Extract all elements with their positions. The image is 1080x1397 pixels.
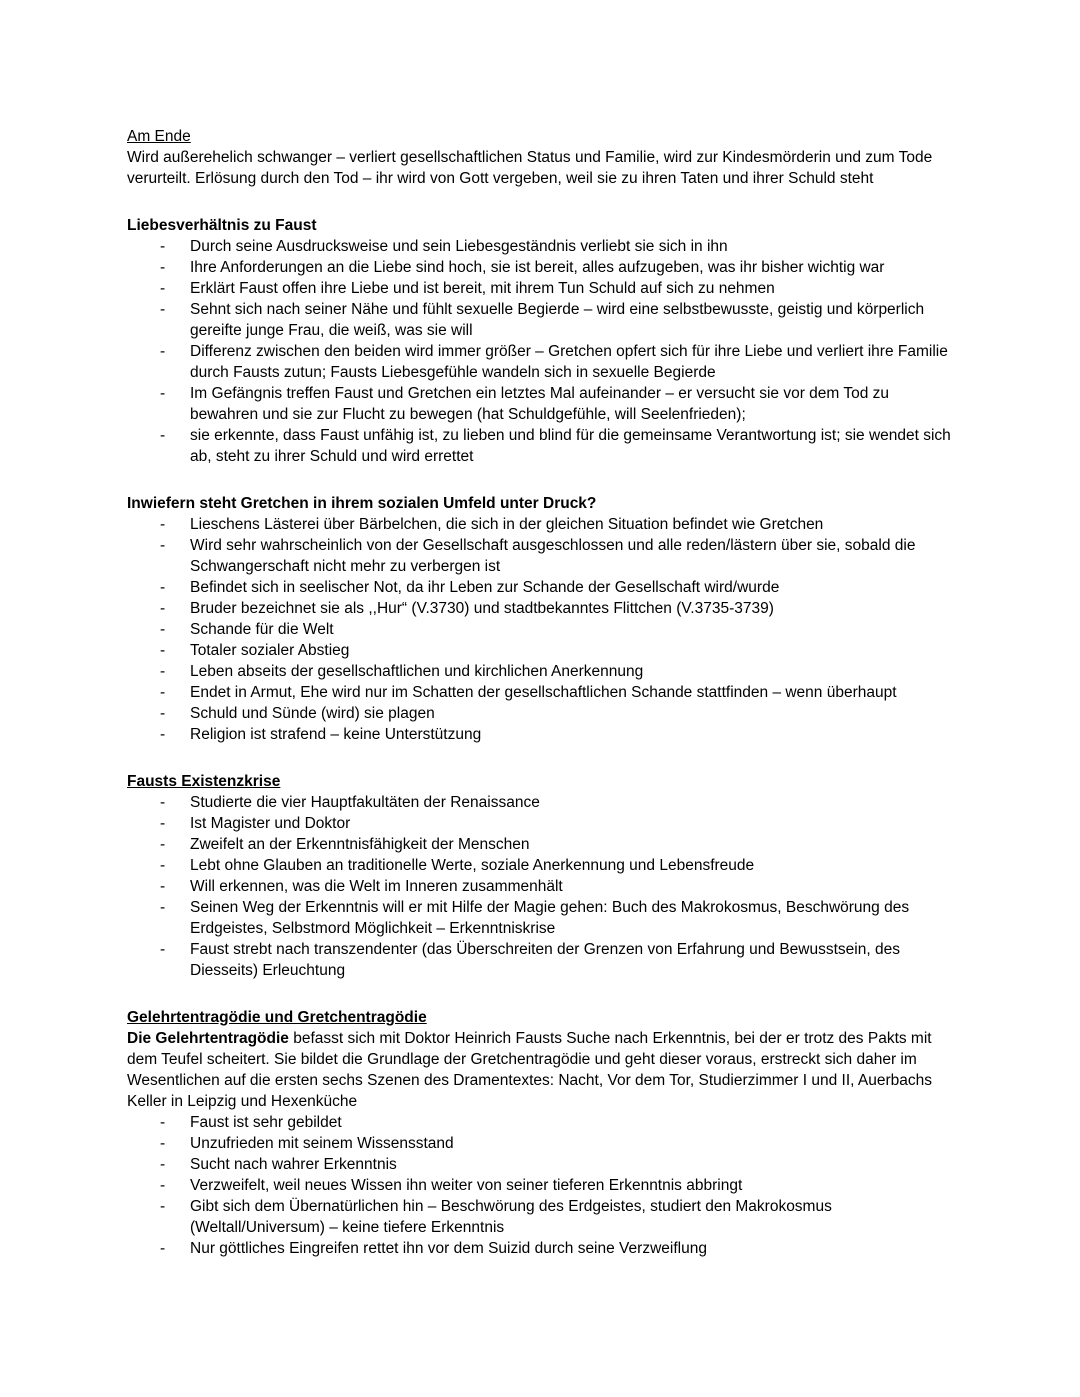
bullet-text: Faust ist sehr gebildet bbox=[190, 1114, 342, 1131]
bullet-text: Sucht nach wahrer Erkenntnis bbox=[190, 1156, 397, 1173]
section-heading: Liebesverhältnis zu Faust bbox=[127, 217, 317, 234]
bullet-marker: - bbox=[160, 259, 166, 276]
list-item bbox=[160, 813, 952, 834]
bullet-marker: - bbox=[160, 705, 166, 722]
paragraph-text: befasst sich mit Doktor Heinrich Fausts Suche nach Erkenntnis, bei der er trotz des Pakts mit dem Teufel scheitert. Sie bildet die Grundlage der Gretchentragödie und geht dieser voraus, erstreckt sich daher im Wesentlichen auf die ersten sechs Szenen des Dramentextes: Nacht, Vor dem Tor, Studierzimmer I und II, Auerbachs Keller in Leipzig und Hexenküche bbox=[127, 1030, 932, 1110]
bullet-text: Im Gefängnis treffen Faust und Gretchen ein letztes Mal aufeinander – er versucht sie vor dem Tod zu bewahren und sie zur Flucht zu bewegen (hat Schuldgefühle, will Seelenfrieden); bbox=[190, 385, 890, 423]
list-item bbox=[160, 341, 952, 383]
bullet-text: Sehnt sich nach seiner Nähe und fühlt sexuelle Begierde – wird eine selbstbewusste, geistig und körperlich gereifte junge Frau, die weiß, was sie will bbox=[190, 301, 925, 339]
bullet-text: Durch seine Ausdrucksweise und sein Liebesgeständnis verliebt sie sich in ihn bbox=[190, 238, 728, 255]
bullet-text: Wird sehr wahrscheinlich von der Gesellschaft ausgeschlossen und alle reden/lästern über sie, sobald die Schwangerschaft nicht mehr zu verbergen ist bbox=[190, 537, 916, 575]
bullet-list bbox=[127, 236, 952, 467]
bullet-text: Ihre Anforderungen an die Liebe sind hoch, sie ist bereit, alles aufzugeben, was ihr bisher wichtig war bbox=[190, 259, 885, 276]
bullet-text: Studierte die vier Hauptfakultäten der Renaissance bbox=[190, 794, 540, 811]
list-item bbox=[160, 299, 952, 341]
list-item bbox=[160, 1175, 952, 1196]
document-content bbox=[127, 126, 952, 1259]
bullet-marker: - bbox=[160, 301, 166, 318]
bullet-marker: - bbox=[160, 1156, 166, 1173]
list-item bbox=[160, 535, 952, 577]
bullet-marker: - bbox=[160, 941, 166, 958]
list-item bbox=[160, 425, 952, 467]
list-item bbox=[160, 1154, 952, 1175]
paragraph bbox=[127, 1028, 952, 1112]
list-item bbox=[160, 257, 952, 278]
list-item bbox=[160, 514, 952, 535]
list-item bbox=[160, 1238, 952, 1259]
section-heading: Fausts Existenzkrise bbox=[127, 773, 281, 790]
list-item bbox=[160, 939, 952, 981]
bullet-text: Nur göttliches Eingreifen rettet ihn vor dem Suizid durch seine Verzweiflung bbox=[190, 1240, 707, 1257]
bullet-marker: - bbox=[160, 684, 166, 701]
bullet-marker: - bbox=[160, 815, 166, 832]
bullet-marker: - bbox=[160, 516, 166, 533]
bullet-text: Lebt ohne Glauben an traditionelle Werte, soziale Anerkennung und Lebensfreude bbox=[190, 857, 755, 874]
bullet-text: Verzweifelt, weil neues Wissen ihn weiter von seiner tieferen Erkenntnis abbringt bbox=[190, 1177, 743, 1194]
list-item bbox=[160, 855, 952, 876]
section bbox=[127, 493, 952, 745]
section-heading: Gelehrtentragödie und Gretchentragödie bbox=[127, 1009, 427, 1026]
bullet-marker: - bbox=[160, 427, 166, 444]
bullet-marker: - bbox=[160, 537, 166, 554]
bullet-text: sie erkennte, dass Faust unfähig ist, zu lieben und blind für die gemeinsame Verantwortung ist; sie wendet sich ab, steht zu ihrer Schuld und wird errettet bbox=[190, 427, 951, 465]
bullet-text: Schande für die Welt bbox=[190, 621, 334, 638]
list-item bbox=[160, 278, 952, 299]
bullet-text: Lieschens Lästerei über Bärbelchen, die sich in der gleichen Situation befindet wie Gretchen bbox=[190, 516, 824, 533]
bullet-marker: - bbox=[160, 600, 166, 617]
bullet-marker: - bbox=[160, 385, 166, 402]
paragraph-bold-lead: Die Gelehrtentragödie bbox=[127, 1030, 289, 1047]
bullet-text: Gibt sich dem Übernatürlichen hin – Beschwörung des Erdgeistes, studiert den Makrokosmus (Weltall/Universum) – keine tiefere Erkenntnis bbox=[190, 1198, 832, 1236]
list-item bbox=[160, 1133, 952, 1154]
list-item bbox=[160, 897, 952, 939]
section bbox=[127, 1007, 952, 1259]
bullet-marker: - bbox=[160, 794, 166, 811]
bullet-marker: - bbox=[160, 1177, 166, 1194]
list-item bbox=[160, 724, 952, 745]
list-item bbox=[160, 598, 952, 619]
list-item bbox=[160, 682, 952, 703]
section bbox=[127, 215, 952, 467]
list-item bbox=[160, 1196, 952, 1238]
bullet-marker: - bbox=[160, 1135, 166, 1152]
bullet-marker: - bbox=[160, 663, 166, 680]
bullet-text: Schuld und Sünde (wird) sie plagen bbox=[190, 705, 435, 722]
bullet-text: Ist Magister und Doktor bbox=[190, 815, 351, 832]
bullet-text: Zweifelt an der Erkenntnisfähigkeit der Menschen bbox=[190, 836, 530, 853]
bullet-text: Leben abseits der gesellschaftlichen und kirchlichen Anerkennung bbox=[190, 663, 644, 680]
bullet-text: Seinen Weg der Erkenntnis will er mit Hilfe der Magie gehen: Buch des Makrokosmus, Beschwörung des Erdgeistes, Selbstmord Möglichkeit – Erkenntniskrise bbox=[190, 899, 910, 937]
bullet-text: Differenz zwischen den beiden wird immer größer – Gretchen opfert sich für ihre Liebe und verliert ihre Familie durch Fausts zutun; Fausts Liebesgefühle wandeln sich in sexuelle Begierde bbox=[190, 343, 948, 381]
bullet-marker: - bbox=[160, 642, 166, 659]
bullet-text: Will erkennen, was die Welt im Inneren zusammenhält bbox=[190, 878, 563, 895]
paragraph-text: Wird außerehelich schwanger – verliert gesellschaftlichen Status und Familie, wird zur Kindesmörderin und zum Tode verurteilt. Erlösung durch den Tod – ihr wird von Gott vergeben, weil sie zu ihren Taten und ihrer Schuld steht bbox=[127, 149, 933, 187]
bullet-list bbox=[127, 514, 952, 745]
bullet-text: Bruder bezeichnet sie als ,,Hur“ (V.3730) und stadtbekanntes Flittchen (V.3735-3739) bbox=[190, 600, 774, 617]
list-item bbox=[160, 1112, 952, 1133]
list-item bbox=[160, 619, 952, 640]
bullet-marker: - bbox=[160, 579, 166, 596]
list-item bbox=[160, 834, 952, 855]
section-heading: Inwiefern steht Gretchen in ihrem sozialen Umfeld unter Druck? bbox=[127, 495, 597, 512]
bullet-list bbox=[127, 792, 952, 981]
bullet-text: Unzufrieden mit seinem Wissensstand bbox=[190, 1135, 454, 1152]
bullet-list bbox=[127, 1112, 952, 1259]
paragraph bbox=[127, 147, 952, 189]
section bbox=[127, 126, 952, 189]
list-item bbox=[160, 876, 952, 897]
list-item bbox=[160, 661, 952, 682]
list-item bbox=[160, 640, 952, 661]
bullet-text: Befindet sich in seelischer Not, da ihr Leben zur Schande der Gesellschaft wird/wurde bbox=[190, 579, 780, 596]
bullet-text: Erklärt Faust offen ihre Liebe und ist bereit, mit ihrem Tun Schuld auf sich zu nehmen bbox=[190, 280, 775, 297]
list-item bbox=[160, 383, 952, 425]
bullet-marker: - bbox=[160, 1114, 166, 1131]
list-item bbox=[160, 703, 952, 724]
bullet-marker: - bbox=[160, 899, 166, 916]
bullet-marker: - bbox=[160, 280, 166, 297]
bullet-marker: - bbox=[160, 343, 166, 360]
bullet-text: Faust strebt nach transzendenter (das Überschreiten der Grenzen von Erfahrung und Bewusstsein, des Diesseits) Erleuchtung bbox=[190, 941, 900, 979]
bullet-marker: - bbox=[160, 857, 166, 874]
list-item bbox=[160, 577, 952, 598]
section-heading: Am Ende bbox=[127, 128, 191, 145]
bullet-marker: - bbox=[160, 238, 166, 255]
bullet-text: Religion ist strafend – keine Unterstützung bbox=[190, 726, 482, 743]
list-item bbox=[160, 236, 952, 257]
bullet-text: Endet in Armut, Ehe wird nur im Schatten der gesellschaftlichen Schande stattfinden – wenn überhaupt bbox=[190, 684, 897, 701]
list-item bbox=[160, 792, 952, 813]
bullet-marker: - bbox=[160, 621, 166, 638]
section bbox=[127, 771, 952, 981]
bullet-marker: - bbox=[160, 1198, 166, 1215]
bullet-marker: - bbox=[160, 878, 166, 895]
bullet-marker: - bbox=[160, 836, 166, 853]
bullet-marker: - bbox=[160, 726, 166, 743]
bullet-marker: - bbox=[160, 1240, 166, 1257]
bullet-text: Totaler sozialer Abstieg bbox=[190, 642, 350, 659]
